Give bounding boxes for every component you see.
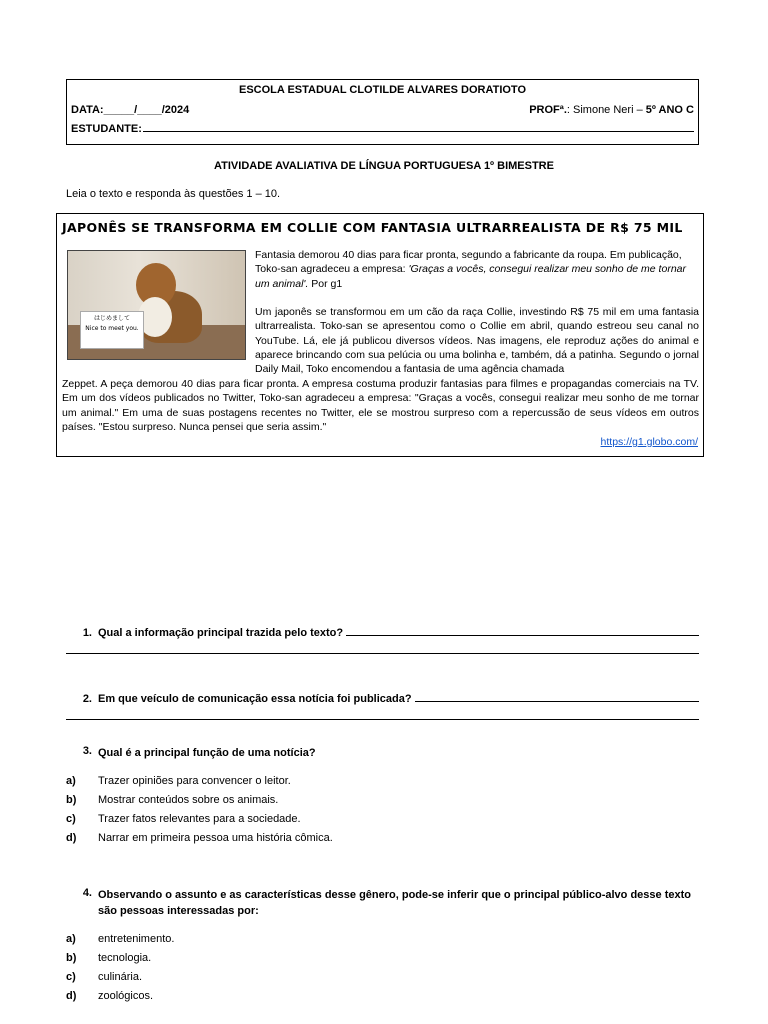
student-label: ESTUDANTE: xyxy=(71,123,142,135)
option-letter: b) xyxy=(66,793,77,806)
class-grade: 5º ANO C xyxy=(645,104,694,116)
question-4 xyxy=(66,887,699,1005)
option-letter: a) xyxy=(66,932,76,945)
option-text: tecnologia. xyxy=(98,951,152,964)
lead-byline: Por g1 xyxy=(308,277,343,290)
teacher-name: : Simone Neri – xyxy=(566,104,646,116)
activity-title: ATIVIDADE AVALIATIVA DE LÍNGUA PORTUGUESA 1º BIMESTRE xyxy=(214,160,554,172)
news-article xyxy=(56,213,704,457)
greeting-sign-subtext: Nice to meet you. xyxy=(85,325,139,332)
greeting-sign xyxy=(80,311,144,349)
option-b[interactable] xyxy=(66,790,699,809)
option-text: Narrar em primeira pessoa uma história cômica. xyxy=(98,831,333,844)
news-body-1: Um japonês se transformou em um cão da raça Collie, investindo R$ 75 mil em uma fantasia ultrarrealista. Toko-san se apresentou como o Collie em abril, quando estreou seu canal no YouTube. Lá, ele já publicou diversos vídeos. Nas imagens, ele reproduz ações do animal e aparece brincando com sua pelúcia ou uma bolinha e, também, dá a patinha. Segundo o jornal Daily Mail, Toko encomendou a fantasia de uma agência chamada xyxy=(255,306,699,376)
collie-costume-photo xyxy=(67,250,246,360)
student-name-line xyxy=(143,123,694,132)
question-2 xyxy=(66,693,699,720)
options-list xyxy=(66,929,699,1005)
instructions: Leia o texto e responda às questões 1 – 10. xyxy=(66,188,281,200)
question-text: Qual é a principal função de uma notícia? xyxy=(98,747,316,759)
teacher-info xyxy=(529,104,694,116)
student-field xyxy=(71,123,694,135)
source-link[interactable]: https://g1.globo.com/ xyxy=(600,436,698,448)
news-body-2: Zeppet. A peça demorou 40 dias para ficar pronta. A empresa costuma produzir fantasias para filmes e propagandas comerciais na TV. Em um dos vídeos publicados no Twitter, Toko-san agradeceu a empresa: "Graças a vocês, consegui realizar meu sonho de me tornar um animal." Em uma de suas postagens recentes no Twitter, ele se mostrou surpreso com a repercussão de seus vídeos em outros países. "Estou surpreso. Nunca pensei que seria assim." xyxy=(62,378,699,433)
option-c[interactable] xyxy=(66,809,699,828)
question-text: Qual a informação principal trazida pelo texto? xyxy=(98,627,344,639)
option-b[interactable] xyxy=(66,948,699,967)
option-c[interactable] xyxy=(66,967,699,986)
options-list xyxy=(66,771,699,847)
lead-text: Fantasia demorou 40 dias para ficar pronta, segundo a fabricante da roupa. Em publicação, Toko-san agradeceu a empresa: xyxy=(255,249,682,276)
option-text: Mostrar conteúdos sobre os animais. xyxy=(98,793,279,806)
school-name: ESCOLA ESTADUAL CLOTILDE ALVARES DORATIOTO xyxy=(238,84,527,96)
option-a[interactable] xyxy=(66,929,699,948)
news-headline: JAPONÊS SE TRANSFORMA EM COLLIE COM FANTASIA ULTRARREALISTA DE R$ 75 MIL xyxy=(62,220,683,235)
option-letter: d) xyxy=(66,831,77,844)
answer-line[interactable] xyxy=(66,719,699,720)
question-text: Em que veículo de comunicação essa notícia foi publicada? xyxy=(98,693,412,705)
answer-line[interactable] xyxy=(346,627,699,636)
date-field: DATA:_____/____/2024 xyxy=(71,104,190,116)
greeting-sign-text: はじめまして xyxy=(93,315,130,322)
answer-line[interactable] xyxy=(66,653,699,654)
option-letter: b) xyxy=(66,951,77,964)
option-d[interactable] xyxy=(66,828,699,847)
option-a[interactable] xyxy=(66,771,699,790)
lead-quote: 'Graças a vocês, consegui realizar meu sonho de me tornar um animal'. xyxy=(255,263,686,290)
option-letter: c) xyxy=(66,970,76,983)
teacher-label: PROFª. xyxy=(529,104,567,116)
question-text: Observando o assunto e as características desse gênero, pode-se inferir que o principal público-alvo desse texto são pessoas interessadas por: xyxy=(98,889,691,917)
question-number: 2. xyxy=(82,693,92,705)
news-lead xyxy=(255,248,699,291)
question-1 xyxy=(66,627,699,654)
option-text: Trazer opiniões para convencer o leitor. xyxy=(98,774,291,787)
question-number: 4. xyxy=(82,887,92,899)
header-box xyxy=(66,79,699,145)
option-text: Trazer fatos relevantes para a sociedade. xyxy=(98,812,301,825)
question-number: 3. xyxy=(82,745,92,757)
option-letter: d) xyxy=(66,989,77,1002)
option-d[interactable] xyxy=(66,986,699,1005)
question-number: 1. xyxy=(82,627,92,639)
answer-line[interactable] xyxy=(415,693,699,702)
question-3 xyxy=(66,745,699,847)
option-text: culinária. xyxy=(98,970,143,983)
option-text: zoológicos. xyxy=(98,989,154,1002)
option-letter: c) xyxy=(66,812,76,825)
option-letter: a) xyxy=(66,774,76,787)
option-text: entretenimento. xyxy=(98,932,175,945)
